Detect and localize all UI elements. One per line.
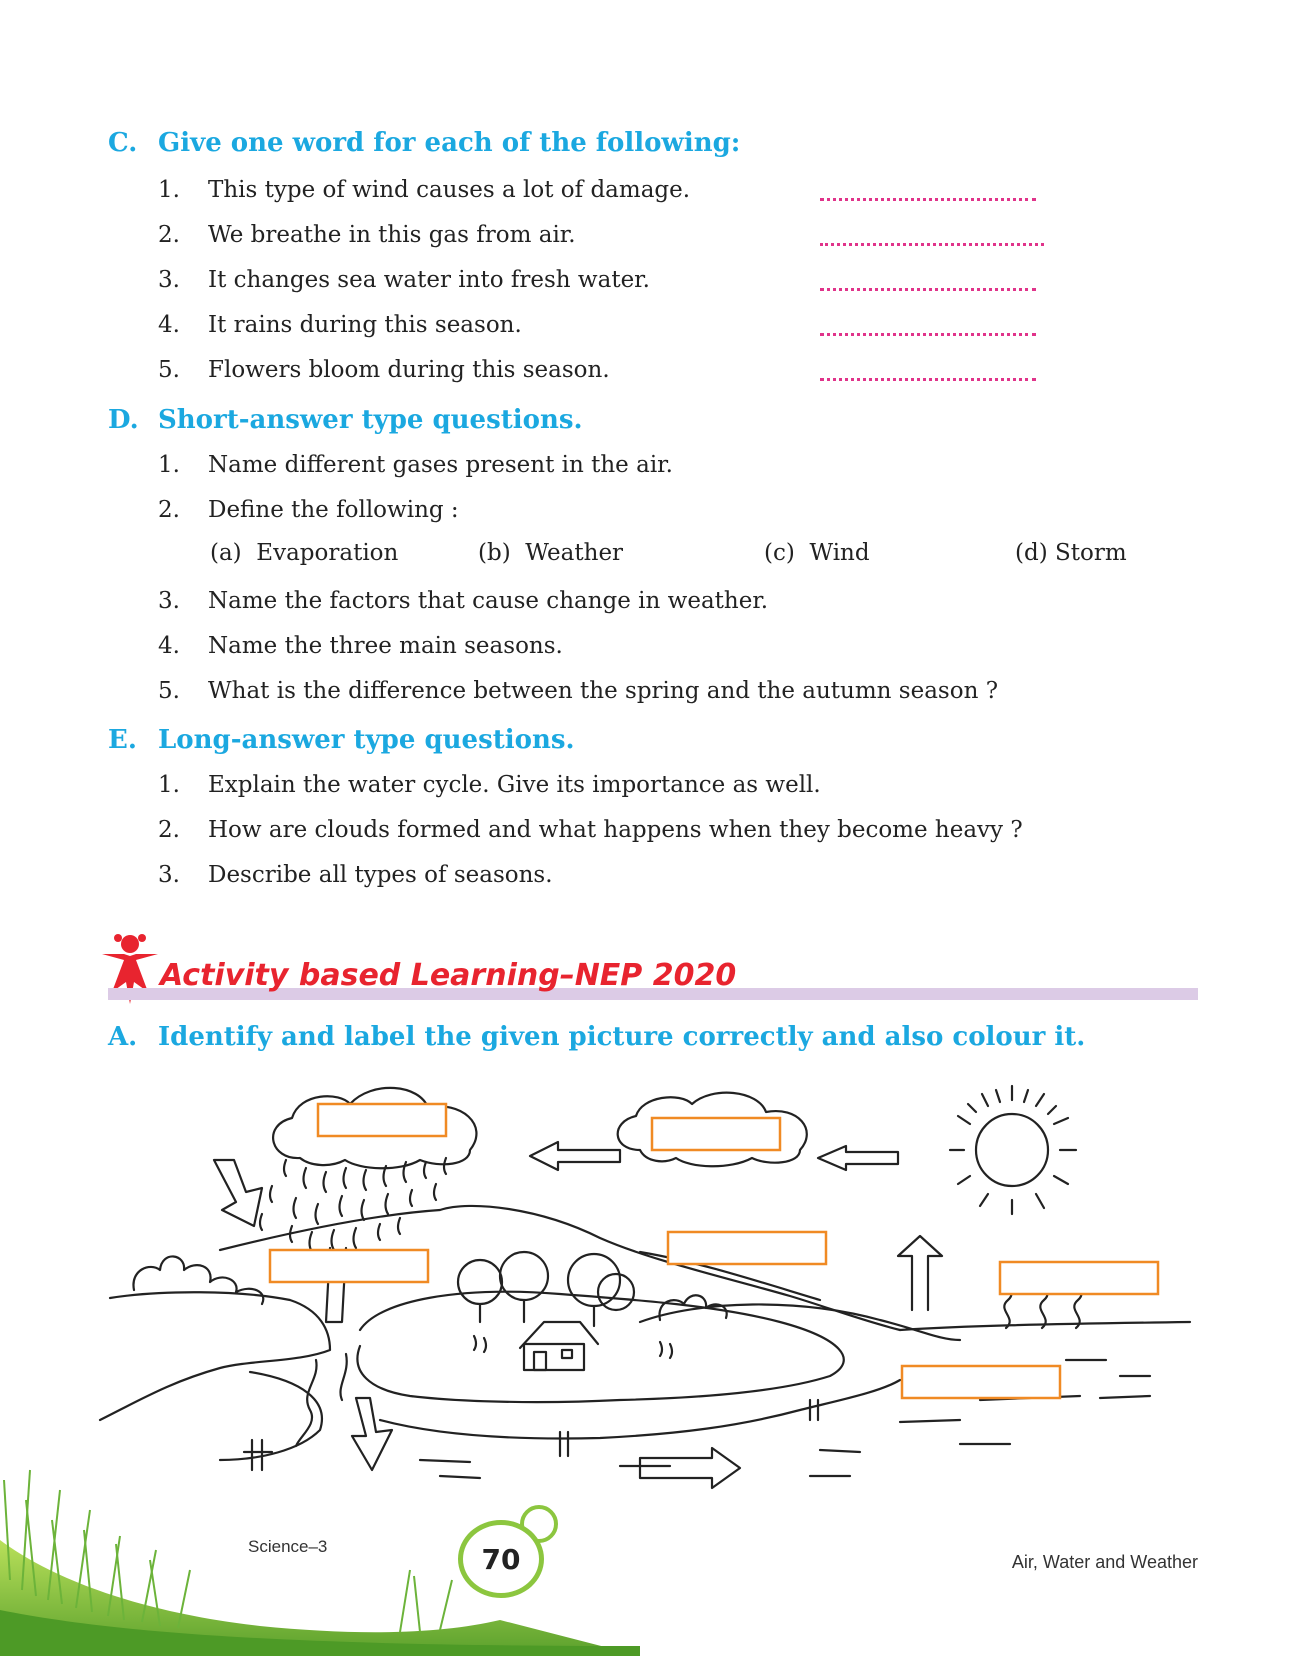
question-c5: 5. Flowers bloom during this season. (158, 357, 610, 383)
runoff-arrow (214, 1160, 262, 1226)
section-d-heading: D. Short-answer type questions. (108, 405, 583, 435)
answer-blank-c3[interactable] (820, 288, 1036, 291)
question-e3: 3. Describe all types of seasons. (158, 862, 553, 888)
label-box-3 (270, 1250, 428, 1282)
question-d3: 3. Name the factors that cause change in weather. (158, 588, 769, 614)
bush-left (133, 1256, 263, 1304)
footer-subject: Science–3 (248, 1537, 328, 1556)
label-box-4 (668, 1232, 826, 1264)
question-d5: 5. What is the difference between the spring and the autumn season ? (158, 678, 999, 704)
wind-arrow-left (530, 1142, 620, 1170)
answer-blank-c2[interactable] (820, 243, 1044, 246)
evaporation-arrow (898, 1236, 942, 1310)
island (357, 1292, 843, 1402)
house-icon (520, 1322, 598, 1370)
sun (976, 1114, 1048, 1186)
section-c-heading: C. Give one word for each of the following: (108, 128, 741, 158)
land-left (100, 1292, 330, 1420)
question-d4: 4. Name the three main seasons. (158, 633, 563, 659)
question-c1: 1. This type of wind causes a lot of damage. (158, 177, 691, 203)
tree-top (458, 1260, 502, 1304)
activity-instruction: A. Identify and label the given picture correctly and also colour it. (108, 1022, 1086, 1052)
question-d2: 2. Define the following : (158, 497, 459, 523)
activity-heading: Activity based Learning–NEP 2020 (160, 958, 737, 993)
label-box-6 (902, 1366, 1060, 1398)
sun-rays (950, 1086, 1076, 1214)
question-c2: 2. We breathe in this gas from air. (158, 222, 576, 248)
river-arrow (640, 1448, 740, 1488)
definition-b: (b) Weather (478, 540, 624, 566)
question-e1: 1. Explain the water cycle. Give its importance as well. (158, 772, 821, 798)
question-c4: 4. It rains during this season. (158, 312, 522, 338)
label-box-1 (318, 1104, 446, 1136)
answer-blank-c4[interactable] (820, 333, 1036, 336)
definition-d: (d) Storm (1015, 540, 1127, 566)
label-box-5 (1000, 1262, 1158, 1294)
raindrops (260, 1158, 446, 1252)
footer-chapter: Air, Water and Weather (1011, 1552, 1198, 1572)
bush-right (659, 1295, 726, 1320)
question-c3: 3. It changes sea water into fresh water. (158, 267, 650, 293)
definition-c: (c) Wind (764, 540, 870, 566)
question-e2: 2. How are clouds formed and what happens when they become heavy ? (158, 817, 1023, 843)
answer-blank-c5[interactable] (820, 378, 1036, 381)
section-e-heading: E. Long-answer type questions. (108, 725, 575, 755)
answer-blank-c1[interactable] (820, 198, 1036, 201)
question-d1: 1. Name different gases present in the air. (158, 452, 673, 478)
page-number: 70 (458, 1520, 544, 1598)
wind-arrow-left-2 (818, 1146, 898, 1170)
tree-top (568, 1254, 620, 1306)
definition-a: (a) Evaporation (210, 540, 399, 566)
label-box-2 (652, 1118, 780, 1150)
